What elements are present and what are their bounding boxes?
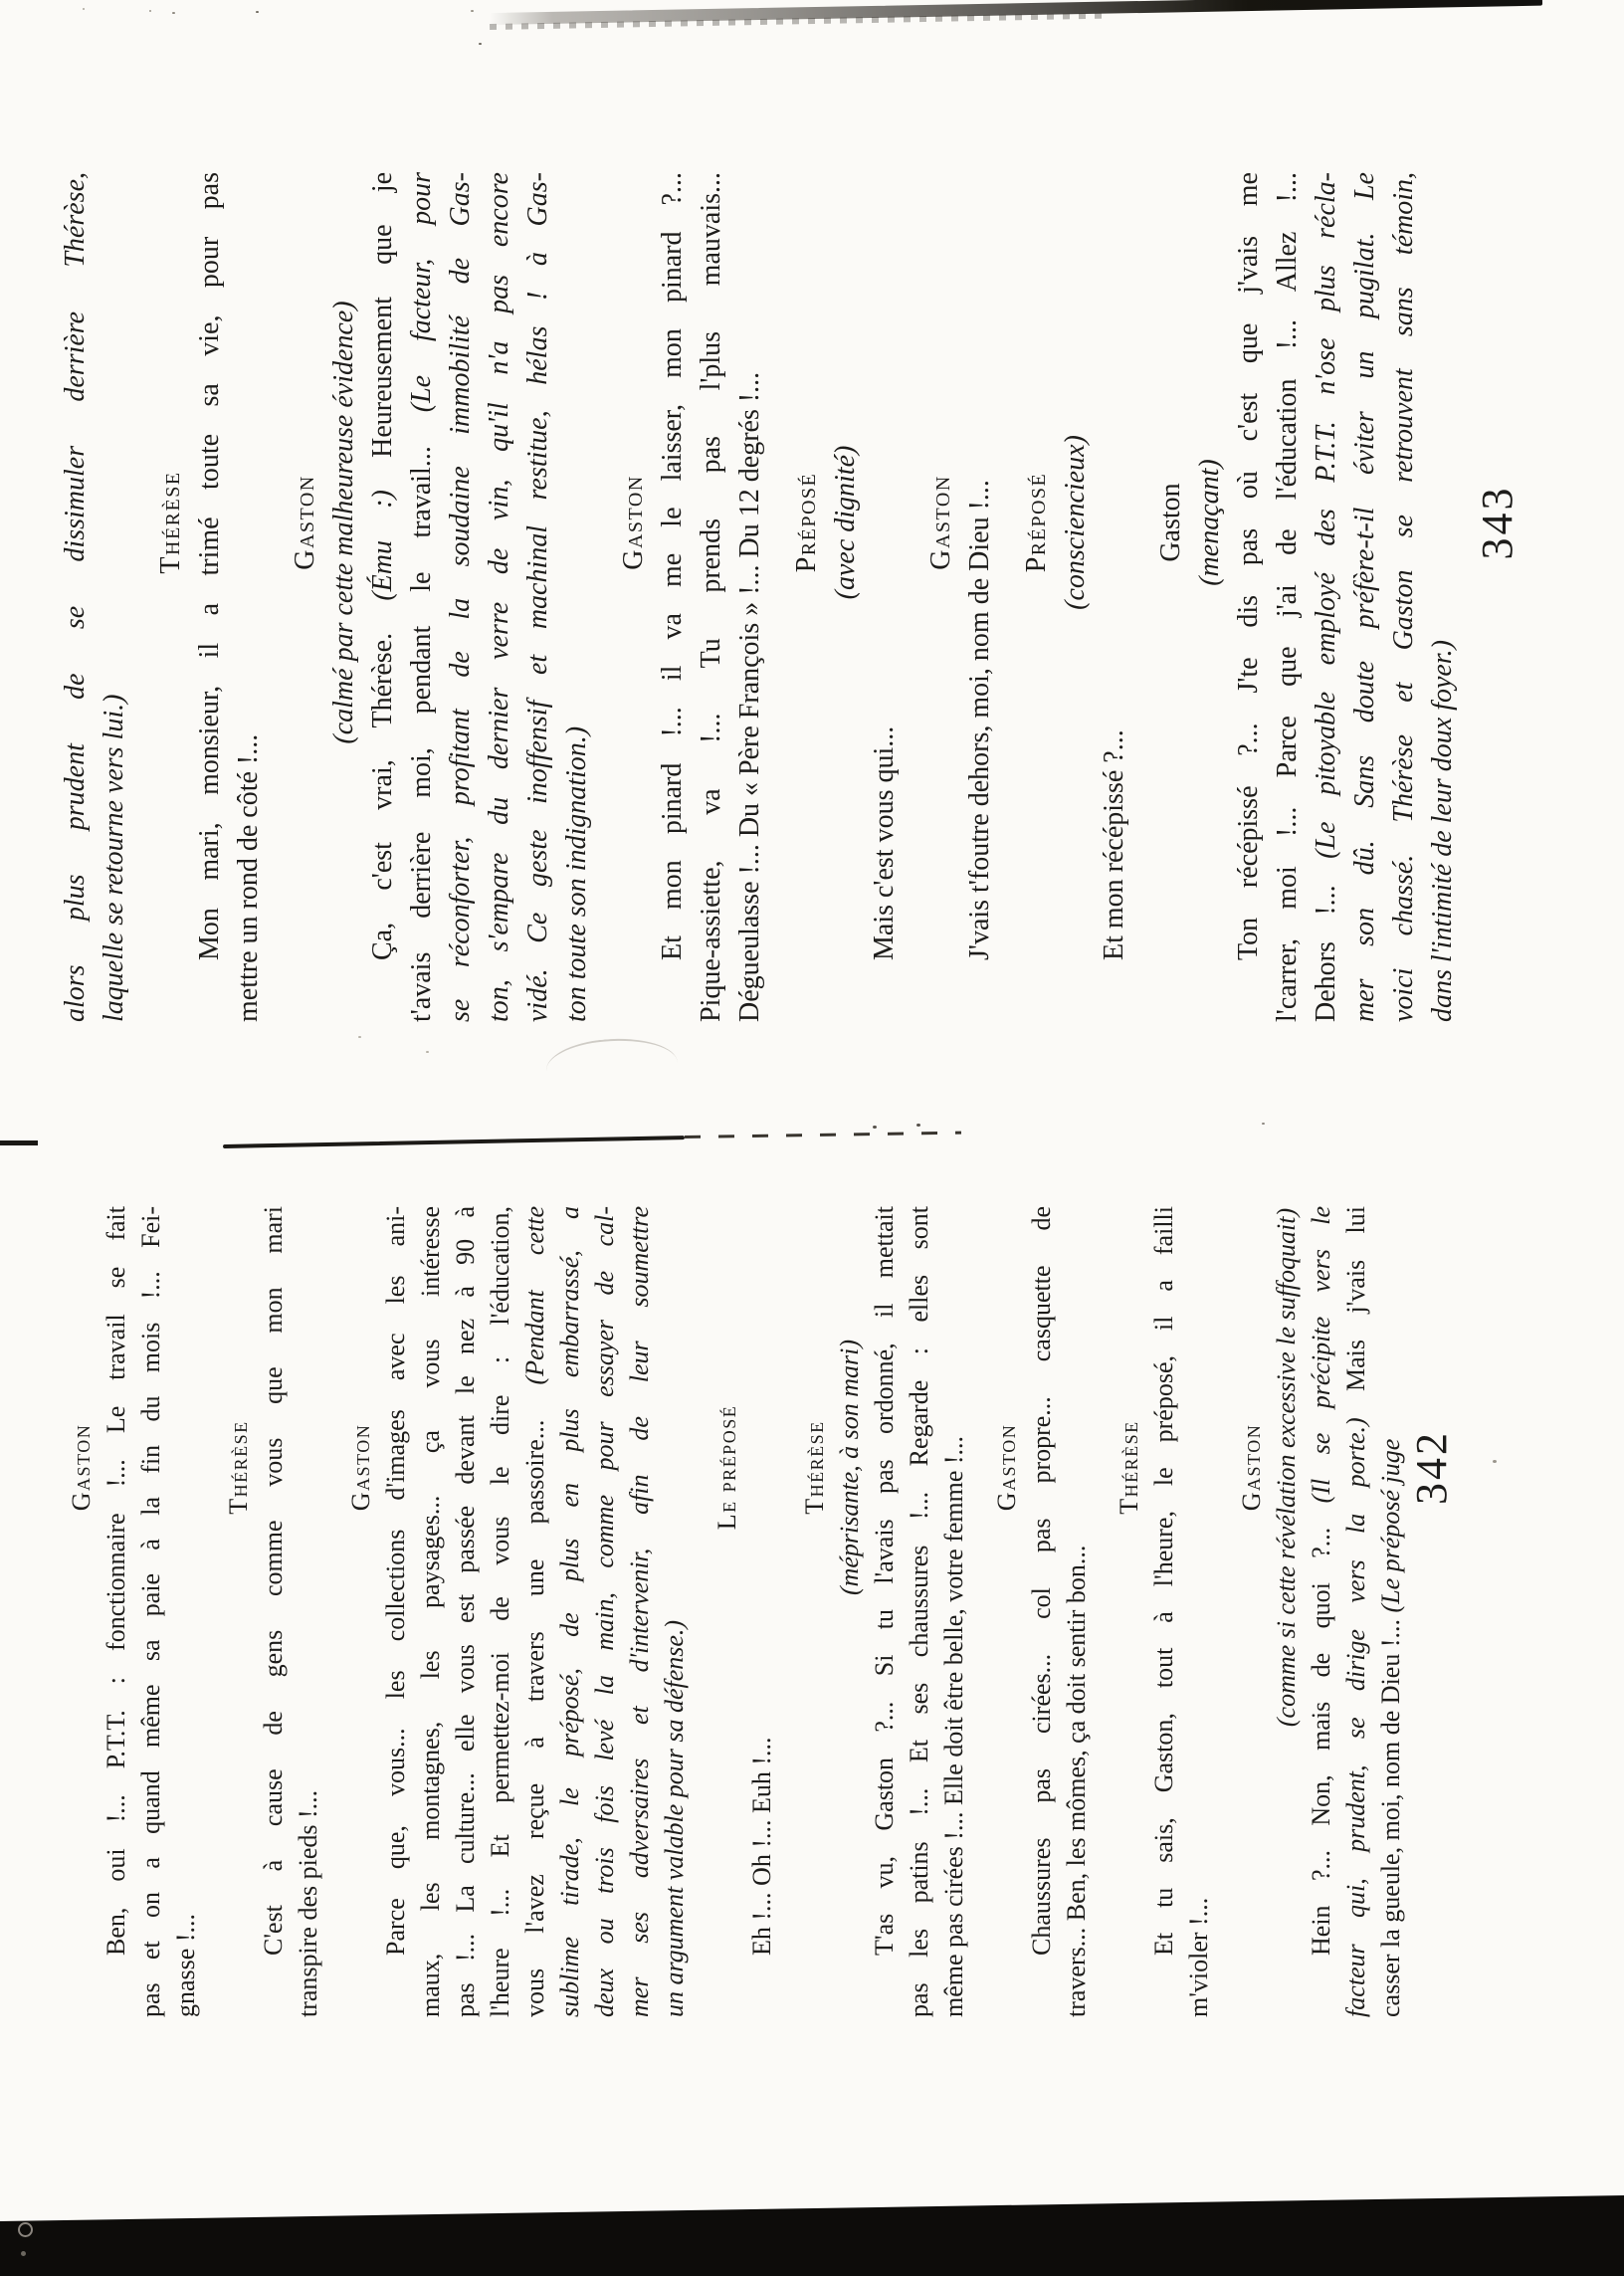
text-segment: (consciencieux): [1060, 435, 1091, 610]
text-segment: (Pendant cette: [520, 1206, 549, 1385]
text-line: [378, 1206, 413, 2017]
text-segment: vous l'avez reçue à travers une passoire...: [520, 1384, 549, 2017]
text-segment: Le préposé: [712, 1404, 741, 1531]
text-segment: Ça, c'est vrai, Thérèse.: [367, 600, 398, 960]
text-segment: pas les patins !... Et ses chaussures !... Regarde : elles sont: [905, 1206, 933, 2017]
scan-speck: [471, 10, 474, 12]
text-line: [744, 1206, 779, 2017]
text-line: [730, 172, 769, 1022]
text-line: [441, 172, 480, 1022]
text-segment: (Il se précipite vers le: [1307, 1205, 1335, 1504]
text-segment: Gaston: [1155, 483, 1186, 562]
text-segment: Dehors !...: [1311, 858, 1341, 1022]
speaker-heading: [1234, 1206, 1269, 2017]
speaker-heading: [1017, 172, 1056, 1022]
text-segment: Pique-assiette, va !... Tu prends pas l'plus mauvais...: [696, 172, 726, 1022]
text-segment: Gaston: [67, 1423, 96, 1512]
scan-speck: [1262, 1123, 1265, 1125]
text-segment: Ben, oui !... P.T.T. : fonctionnaire !... Le travail se fait: [102, 1206, 130, 1956]
text-segment: 343: [1473, 485, 1522, 560]
scan-speck: [256, 11, 259, 13]
text-line: [865, 172, 904, 1022]
text-line: [363, 172, 402, 1022]
text-line: [587, 1206, 622, 2017]
text-segment: Gaston: [346, 1423, 375, 1512]
text-line: [902, 1206, 936, 2017]
text-line: [56, 172, 95, 1022]
scan-speck: [916, 1124, 920, 1127]
separation-dash-left: [0, 1140, 38, 1145]
speaker-heading: [989, 1206, 1024, 2017]
scan-ring-mark: [18, 2222, 33, 2237]
page-sheet-343: [0, 8, 1624, 1098]
text-segment: Hein ?... Non, mais de quoi ?...: [1307, 1503, 1335, 1956]
text-line: [1345, 172, 1384, 1022]
text-segment: Et mon récépissé ?...: [1099, 729, 1129, 960]
scan-speck: [479, 43, 482, 45]
text-segment: pas !... La culture... elle vous est passée devant le nez à 90 à: [451, 1206, 480, 2017]
text-line: [1146, 1206, 1181, 2017]
text-segment: mer ses adversaires et d'intervenir, afin de leur soumettre: [625, 1206, 654, 2017]
text-segment: travers... Ben, les mômes, ça doit sentir bon...: [1062, 1545, 1091, 2017]
text-line: [291, 1206, 325, 2017]
page-number: [1407, 1206, 1458, 2017]
text-line: [256, 1206, 291, 2017]
text-line: [483, 1206, 517, 2017]
speaker-heading: [921, 172, 960, 1022]
scan-speck: [149, 10, 151, 12]
text-segment: deux ou trois fois levé la main, comme pour essayer de cal-: [590, 1206, 619, 2017]
page-number: [1473, 172, 1522, 1022]
text-segment: gnasse !...: [171, 1914, 200, 2017]
text-segment: casser la gueule, moi, nom de Dieu !...: [1376, 1612, 1405, 2017]
scan-speck: [83, 8, 85, 10]
text-segment: Préposé: [1021, 472, 1052, 573]
text-segment: Dégueulasse !... Du « Père François » !... Du 12 degrés !...: [734, 371, 765, 1022]
text-line: [99, 1206, 133, 2017]
text-segment: vidé. Ce geste inoffensif et machinal restitue, hélas ! à Gas-: [522, 172, 553, 1022]
text-segment: Mais j'vais lui: [1341, 1206, 1370, 1418]
text-segment: (menaçant): [1194, 459, 1225, 586]
text-line: [552, 1206, 587, 2017]
text-segment: pas et on a quand même sa paie à la fin du mois !... Fei-: [136, 1206, 165, 2017]
text-segment: dans l'intimité de leur doux foyer.): [1427, 640, 1458, 1022]
text-line: [653, 172, 692, 1022]
page-sheet-342: [0, 1098, 1624, 2274]
text-line: [1268, 172, 1307, 1022]
text-line: [1384, 172, 1423, 1022]
text-segment: laquelle se retourne vers lui.): [99, 694, 129, 1022]
text-line: [936, 1206, 971, 2017]
text-segment: C'est à cause de gens comme vous que mon mari: [259, 1206, 288, 1956]
text-segment: Et mon pinard !... il va me le laisser, mon pinard ?...: [657, 172, 688, 960]
text-segment: Gaston: [925, 475, 956, 570]
text-segment: l'carrer, moi !... Parce que j'ai de l'éducation !... Allez !...: [1272, 172, 1303, 1022]
text-line: [480, 172, 518, 1022]
text-segment: ton toute son indignation.): [561, 725, 592, 1022]
text-segment: Et tu sais, Gaston, tout à l'heure, le préposé, il a failli: [1149, 1206, 1178, 1956]
scan-speck: [873, 1126, 877, 1129]
text-segment: ton, s'empare du dernier verre de vin, qu'il n'a pas encore: [484, 172, 514, 1022]
text-segment: mer son dû. Sans doute préfère-t-il éviter un pugilat. Le: [1349, 172, 1380, 1022]
speaker-heading: [614, 172, 653, 1022]
scan-dot-mark: [21, 2251, 26, 2256]
text-segment: m'violer !...: [1184, 1897, 1213, 2017]
speaker-heading: [710, 1206, 744, 2017]
text-line: [1181, 1206, 1216, 2017]
text-segment: (Ému :): [367, 490, 398, 601]
text-segment: (comme si cette révélation excessive le suffoquait): [1272, 1207, 1301, 1728]
text-line: [1373, 1206, 1408, 2017]
text-line: [1095, 172, 1133, 1022]
text-line: [448, 1206, 483, 2017]
text-line: [1059, 1206, 1094, 2017]
text-segment: voici chassé. Thérèse et Gaston se retrouvent sans témoin,: [1388, 172, 1419, 1022]
text-segment: (Le pitoyable employé des P.T.T. n'ose plus récla-: [1311, 171, 1341, 859]
text-segment: (calmé par cette malheureuse évidence): [328, 301, 359, 744]
text-segment: Chaussures pas cirées... col pas propre... casquette de: [1027, 1206, 1056, 1956]
text-line: [1024, 1206, 1059, 2017]
text-segment: facteur qui, prudent, se dirige vers la porte.): [1341, 1417, 1370, 2017]
stage-direction: [1269, 1206, 1304, 2017]
text-line: [692, 172, 730, 1022]
text-line: [133, 1206, 168, 2017]
stage-direction: [1056, 172, 1095, 1022]
text-segment: Gaston: [618, 475, 649, 570]
text-segment: Gaston: [1237, 1423, 1266, 1512]
scan-speck: [358, 1036, 361, 1038]
text-segment: Heureusement que je: [367, 172, 398, 491]
text-line: [1307, 172, 1345, 1022]
text-segment: Gaston: [290, 475, 320, 570]
speaker-heading: [1112, 1206, 1146, 2017]
text-line: [1423, 172, 1462, 1022]
text-segment: (Le préposé juge: [1376, 1438, 1405, 1613]
text-segment: mettre un rond de côté !...: [233, 733, 264, 1022]
scan-speck: [172, 12, 175, 14]
text-line: [190, 172, 229, 1022]
speaker-heading: [286, 172, 324, 1022]
text-segment: Ton récépissé ?... J'te dis pas où c'est que j'vais me: [1233, 172, 1264, 960]
scan-speck: [426, 1051, 429, 1053]
text-segment: Thérèse: [800, 1420, 829, 1515]
text-line: [867, 1206, 902, 2017]
text-segment: transpire des pieds !...: [294, 1789, 322, 2017]
text-segment: T'as vu, Gaston ?... Si tu l'avais pas ordonné, il mettait: [870, 1206, 899, 1956]
text-segment: (avec dignité): [830, 445, 861, 600]
speaker-heading: [797, 1206, 832, 2017]
text-line: [557, 172, 596, 1022]
speaker-heading: [343, 1206, 378, 2017]
text-segment: Préposé: [791, 472, 822, 573]
text-line: [622, 1206, 657, 2017]
text-segment: Thérèse: [155, 471, 186, 574]
text-line: [960, 172, 999, 1022]
speaker-heading: [787, 172, 826, 1022]
text-segment: sublime tirade, le préposé, de plus en plus embarrassé, a: [555, 1206, 584, 2017]
stage-direction: [324, 172, 363, 1022]
text-line: [402, 172, 441, 1022]
text-segment: Thérèse: [224, 1420, 253, 1515]
text-line: [95, 172, 133, 1022]
text-segment: Gaston: [992, 1423, 1021, 1512]
text-segment: se réconforter, profitant de la soudaine immobilité de Gas-: [445, 172, 476, 1022]
text-line: [1229, 172, 1268, 1022]
page-342-text-block: [64, 1206, 1458, 2017]
text-segment: Eh !... Oh !... Euh !...: [747, 1737, 776, 1956]
speaker-heading: [1151, 172, 1190, 1022]
text-segment: même pas cirées !... Elle doit être belle, votre femme !...: [939, 1435, 968, 2017]
page-343-text-block: [56, 172, 1522, 1022]
stage-direction: [1190, 172, 1229, 1022]
text-segment: maux, les montagnes, les paysages... ça vous intéresse: [416, 1206, 445, 2017]
text-segment: Mais c'est vous qui...: [869, 725, 900, 960]
speaker-heading: [64, 1206, 99, 2017]
speaker-heading: [151, 172, 190, 1022]
text-line: [1304, 1206, 1338, 2017]
text-line: [229, 172, 268, 1022]
text-segment: (méprisante, à son mari): [835, 1339, 864, 1596]
text-segment: (Le facteur, pour: [406, 172, 437, 413]
text-segment: un argument valable pour sa défense.): [660, 1619, 689, 2017]
stage-direction: [826, 172, 865, 1022]
speaker-heading: [221, 1206, 256, 2017]
text-segment: t'avais derrière moi, pendant le travail...: [406, 412, 437, 1022]
text-segment: l'heure !... Et permettez-moi de vous le dire : l'éducation,: [486, 1206, 514, 2017]
text-segment: Parce que, vous... les collections d'images avec les ani-: [381, 1206, 410, 1956]
text-line: [657, 1206, 692, 2017]
text-line: [413, 1206, 448, 2017]
text-segment: Mon mari, monsieur, il a trimé toute sa vie, pour pas: [194, 172, 225, 960]
scan-speck: [1493, 1460, 1497, 1463]
text-line: [517, 1206, 552, 2017]
text-line: [1338, 1206, 1373, 2017]
text-line: [518, 172, 557, 1022]
stage-direction: [832, 1206, 867, 2017]
text-segment: 342: [1407, 1430, 1456, 1505]
text-segment: J'vais t'foutre dehors, moi, nom de Dieu !...: [964, 480, 995, 960]
text-segment: alors plus prudent de se dissimuler derrière Thérèse,: [60, 172, 91, 1022]
text-segment: Thérèse: [1115, 1420, 1143, 1515]
text-line: [168, 1206, 203, 2017]
